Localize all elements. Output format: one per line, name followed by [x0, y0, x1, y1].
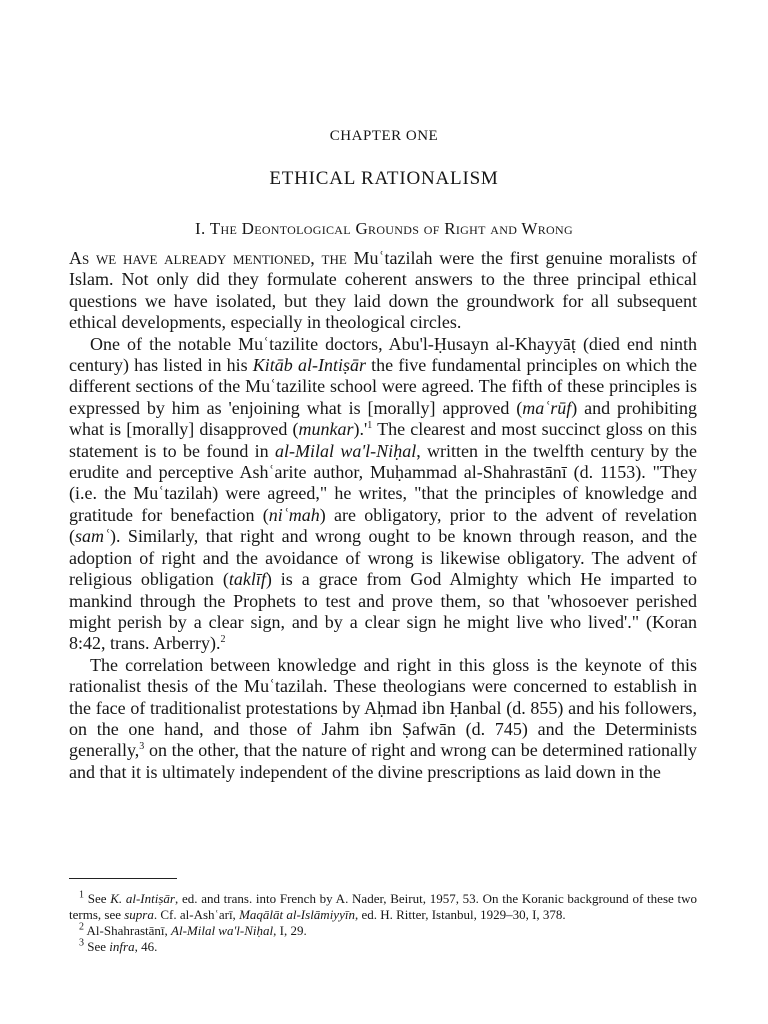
italic-term: infra: [109, 939, 135, 954]
footnote-1: [69, 891, 697, 923]
chapter-label: CHAPTER ONE: [329, 128, 439, 144]
italic-title: Maqālāt al-Islāmiyyīn: [239, 907, 355, 922]
text-run: The clearest and most succinct gloss on this statement is to be found in: [69, 419, 697, 461]
italic-term: maʿrūf: [522, 397, 572, 418]
italic-term: taklīf: [228, 569, 266, 590]
paragraph-lead-caps: As we have already mentioned, the: [69, 248, 347, 268]
text-run: , I, 29.: [273, 923, 307, 938]
text-run: , ed. and trans. into French by A. Nader, Beirut, 1957, 53. On the Koranic background of these two terms, see: [69, 891, 697, 922]
text-run: See: [84, 891, 111, 906]
footnote-number: 2: [79, 921, 84, 933]
text-run: , written in the twelfth century by the erudite and perceptive Ashʿarite author, Muḥammad al-Shahrastānī (d. 1153). "They (i.e. the Muʿtazilah) were agreed," he writes, "that the principles of knowledge and gratitude for benefaction (: [69, 440, 697, 525]
text-run: ) is a grace from God Almighty which He imparted to mankind through the Prophets to test and prove them, so that 'whosoever perished might perish by a clear sign, and by a clear sign he might live who lived'." (Koran 8:42, trans. Arberry).: [69, 569, 698, 654]
italic-title: K. al-Intiṣār: [110, 891, 175, 906]
paragraph-1-text: Muʿtazilah were the first genuine moralists of Islam. Not only did they formulate coherent answers to the three principal ethical questions we have isolated, but they laid down the groundwork for all subsequent ethical developments, especially in theological circles.: [69, 248, 697, 333]
footnote-divider: [69, 878, 177, 879]
chapter-title: ETHICAL RATIONALISM: [269, 168, 499, 189]
italic-term: supra: [124, 907, 154, 922]
paragraph-3: [69, 655, 697, 783]
paragraph-2: [69, 334, 697, 655]
italic-title: Kitāb al-Intiṣār: [252, 355, 366, 376]
italic-term: niʿmah: [268, 504, 320, 525]
text-run: The correlation between knowledge and right in this gloss is the keynote of this rationalist thesis of the Muʿtazilah. These theologians were concerned to establish in the face of traditionalist protestations by Aḥmad ibn Ḥanbal (d. 855) and his followers, on the one hand, and those of Jahm ibn Ṣafwān (d. 745) and the Determinists generally,: [69, 654, 697, 761]
text-run: . Cf. al-Ashʿarī,: [153, 907, 240, 922]
italic-title: al-Milal wa'l-Niḥal: [275, 440, 417, 461]
italic-term: samʿ: [75, 526, 110, 547]
text-run: the five fundamental principles on which the different sections of the Muʿtazilite school were agreed. The fifth of these principles is expressed by him as 'enjoining what is [morally] approved (: [69, 355, 697, 418]
text-run: One of the notable Muʿtazilite doctors, Abu'l-Ḥusayn al-Khayyāṭ (died end ninth century) has listed in his: [69, 333, 697, 376]
section-heading: I. The Deontological Grounds of Right and Wrong: [195, 219, 573, 238]
footnote-2: [69, 923, 697, 939]
text-run: ) are obligatory, prior to the advent of revelation (: [69, 504, 697, 547]
paragraph-1: [69, 248, 697, 334]
footnote-3: [69, 939, 697, 955]
text-run: , ed. H. Ritter, Istanbul, 1929–30, I, 378.: [354, 907, 566, 922]
footnote-ref-3[interactable]: 3: [139, 741, 145, 753]
text-run: ). Similarly, that right and wrong ought to be known through reason, and the adoption of right and the avoidance of wrong is likewise obligatory. The advent of religious obligation (: [69, 526, 697, 590]
footnote-number: 3: [79, 937, 84, 949]
italic-term: munkar: [298, 419, 354, 440]
footnote-ref-2[interactable]: 2: [220, 634, 226, 646]
text-run: ) and prohibiting what is [morally] disapproved (: [69, 397, 698, 440]
footnotes: [69, 891, 697, 955]
italic-title: Al-Milal wa'l-Niḥal: [171, 923, 274, 938]
text-run: on the other, that the nature of right and wrong can be determined rationally and that it is ultimately independent of the divine prescriptions as laid down in the: [69, 740, 697, 782]
text-run: ).': [353, 419, 368, 440]
text-run: See: [84, 939, 110, 954]
text-run: , 46.: [134, 939, 158, 954]
text-run: Al-Shahrastānī,: [84, 923, 172, 938]
footnote-ref-1[interactable]: 1: [367, 420, 373, 432]
body-text: [69, 248, 697, 783]
footnote-number: 1: [79, 889, 84, 901]
